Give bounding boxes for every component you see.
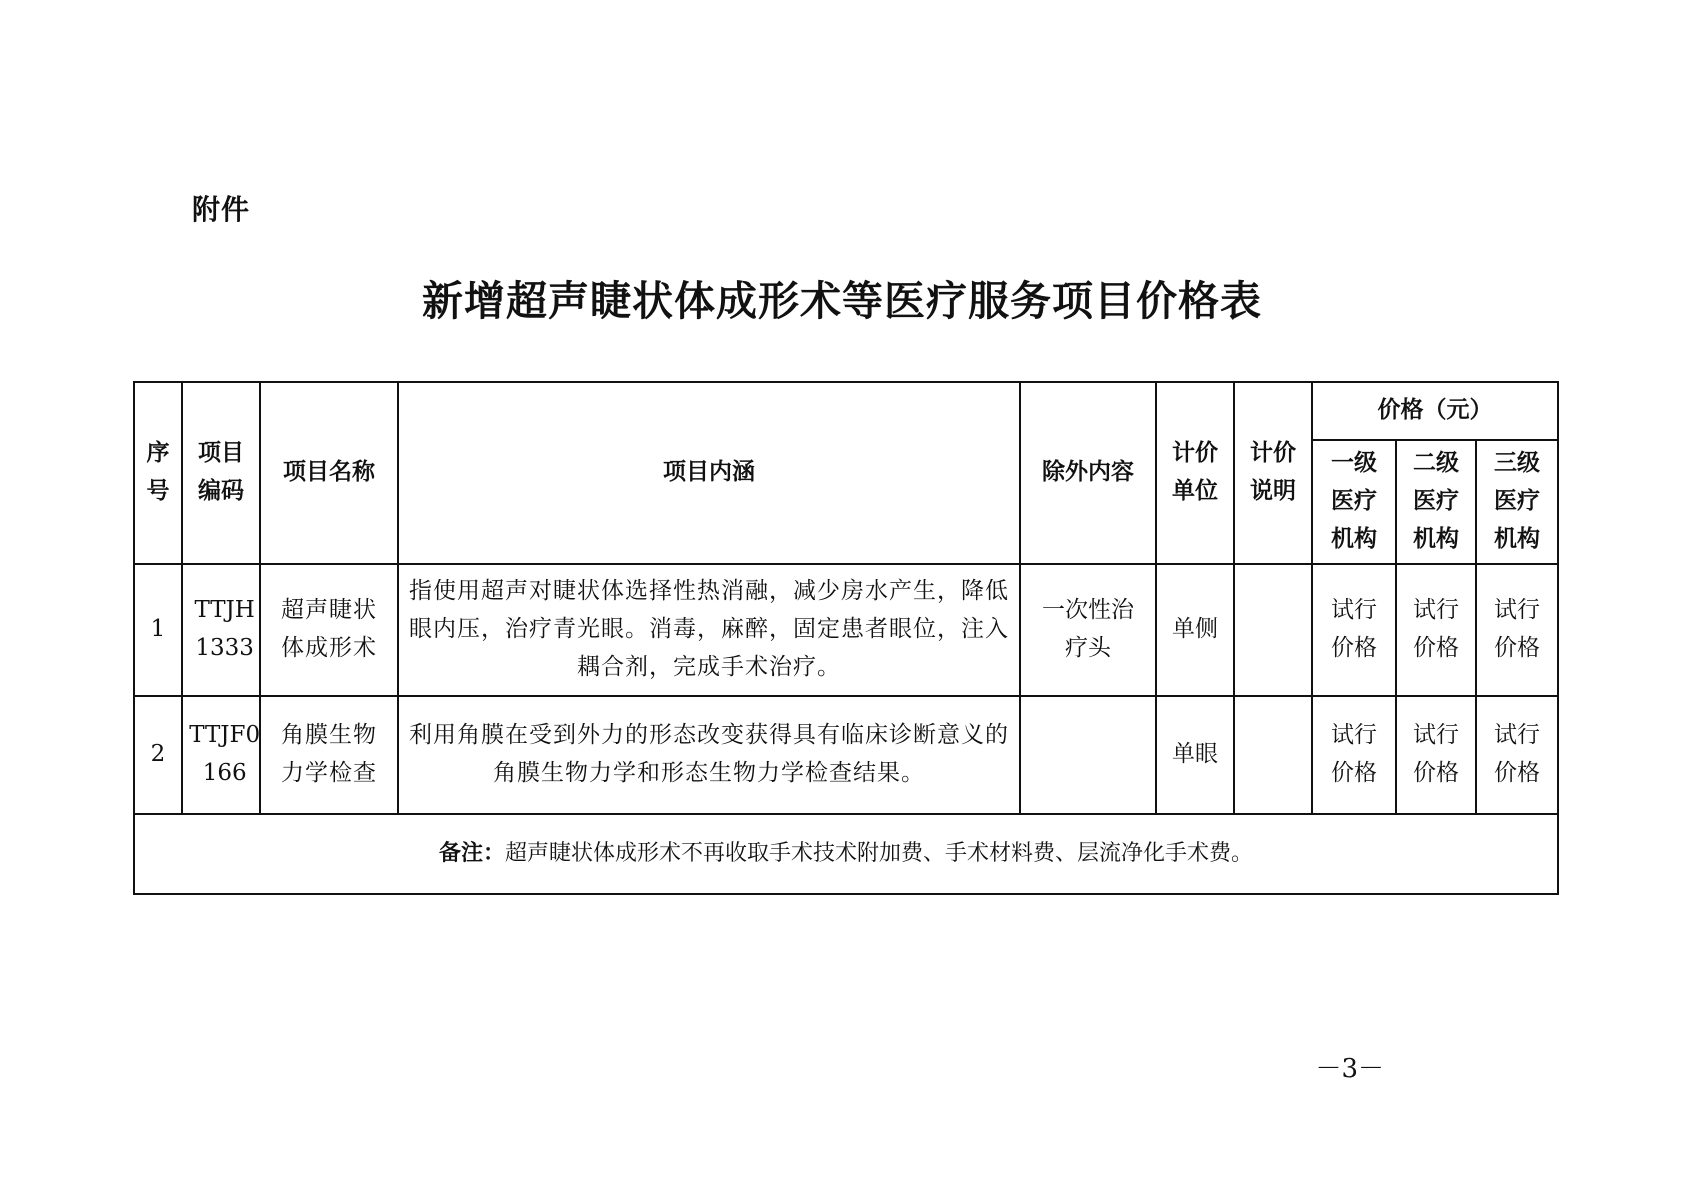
remark-row <box>134 814 1558 894</box>
table-header-row <box>134 382 1558 440</box>
cell-level1: 试行价格 <box>1312 696 1396 814</box>
cell-exclusions <box>1020 696 1156 814</box>
table-row <box>134 696 1558 814</box>
header-unit: 计价单位 <box>1156 382 1234 564</box>
header-content: 项目内涵 <box>398 382 1020 564</box>
header-level2: 二级医疗机构 <box>1396 440 1476 564</box>
cell-seq: 1 <box>134 564 182 696</box>
cell-exclusions: 一次性治疗头 <box>1020 564 1156 696</box>
header-name: 项目名称 <box>260 382 398 564</box>
header-note: 计价说明 <box>1234 382 1312 564</box>
remark-label: 备注： <box>438 840 505 866</box>
cell-unit: 单侧 <box>1156 564 1234 696</box>
page-number: －3－ <box>1315 1054 1384 1084</box>
table-row <box>134 564 1558 696</box>
cell-level1: 试行价格 <box>1312 564 1396 696</box>
header-exclusions: 除外内容 <box>1020 382 1156 564</box>
attachment-label: 附件 <box>192 193 251 226</box>
remark-cell <box>134 814 1558 894</box>
cell-content: 指使用超声对睫状体选择性热消融，减少房水产生，降低眼内压，治疗青光眼。消毒，麻醉，固定患者眼位，注入耦合剂，完成手术治疗。 <box>398 564 1020 696</box>
header-level1: 一级医疗机构 <box>1312 440 1396 564</box>
cell-level3: 试行价格 <box>1476 564 1558 696</box>
cell-content: 利用角膜在受到外力的形态改变获得具有临床诊断意义的角膜生物力学和形态生物力学检查结果。 <box>398 696 1020 814</box>
cell-level3: 试行价格 <box>1476 696 1558 814</box>
cell-code: TTJH1333 <box>182 564 260 696</box>
price-table <box>133 381 1559 895</box>
header-seq: 序号 <box>134 382 182 564</box>
cell-level2: 试行价格 <box>1396 564 1476 696</box>
header-price-group: 价格（元） <box>1312 382 1558 440</box>
header-level3: 三级医疗机构 <box>1476 440 1558 564</box>
cell-seq: 2 <box>134 696 182 814</box>
document-title: 新增超声睫状体成形术等医疗服务项目价格表 <box>422 277 1262 325</box>
cell-unit: 单眼 <box>1156 696 1234 814</box>
cell-code: TTJF0166 <box>182 696 260 814</box>
cell-note <box>1234 564 1312 696</box>
remark-text: 超声睫状体成形术不再收取手术技术附加费、手术材料费、层流净化手术费。 <box>505 840 1254 866</box>
cell-name: 角膜生物力学检查 <box>260 696 398 814</box>
header-code: 项目编码 <box>182 382 260 564</box>
cell-note <box>1234 696 1312 814</box>
cell-level2: 试行价格 <box>1396 696 1476 814</box>
cell-name: 超声睫状体成形术 <box>260 564 398 696</box>
